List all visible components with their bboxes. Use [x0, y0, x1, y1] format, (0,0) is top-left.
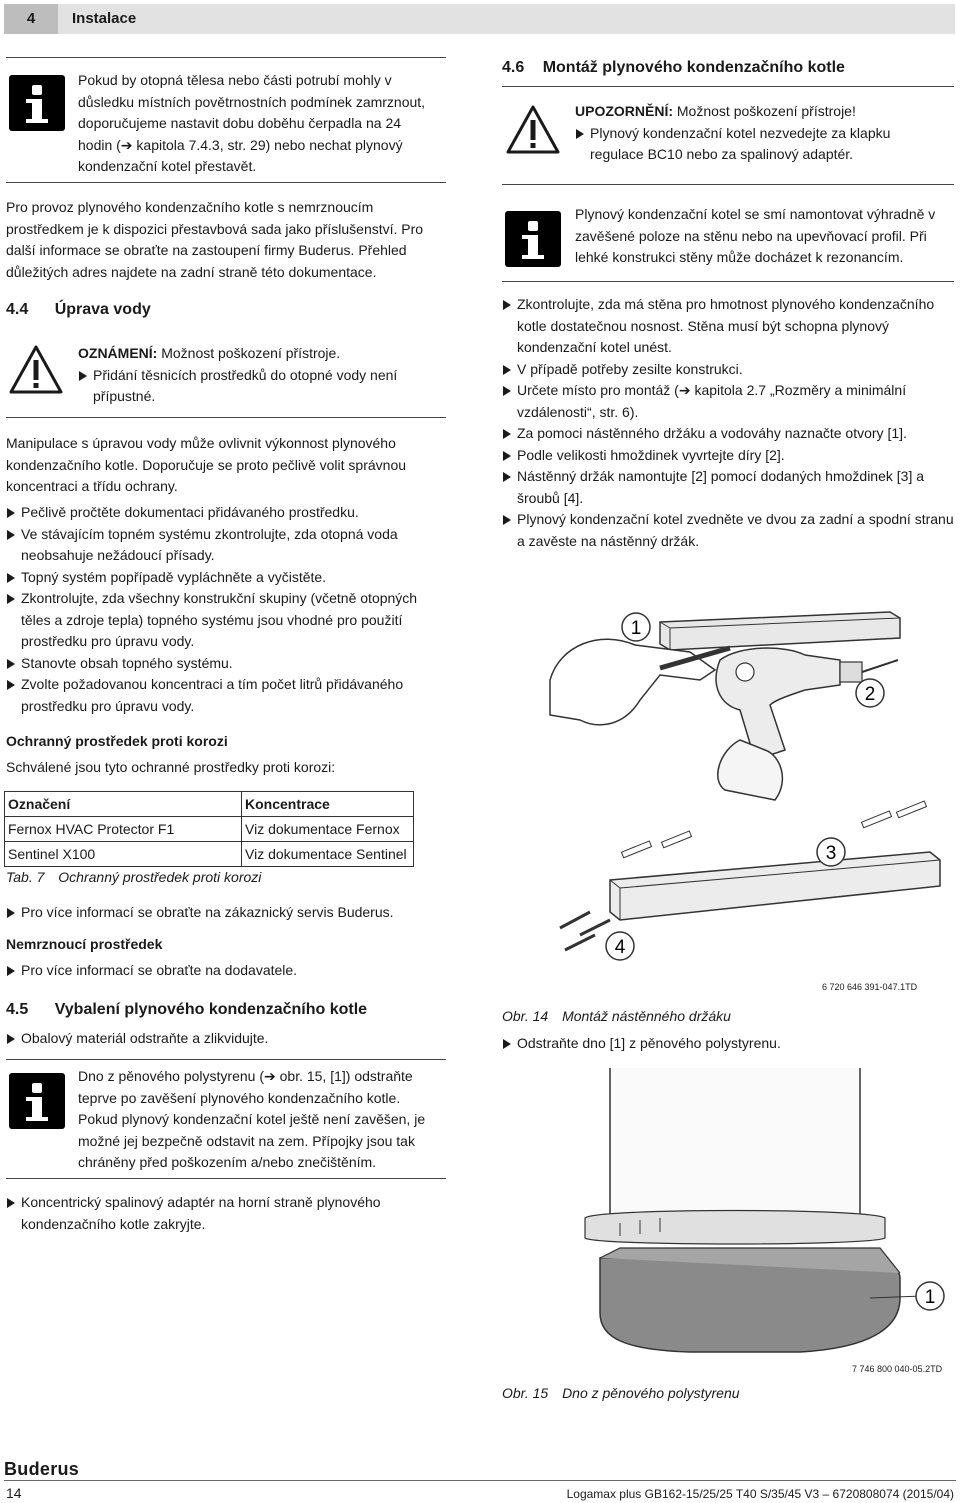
- section-number: 4.4: [6, 301, 29, 318]
- rule: [502, 281, 954, 282]
- mount-bullet-list: [502, 294, 954, 552]
- info-wall-note: Plynový kondenzační kotel se smí namontovat výhradně v zavěšené poloze na stěnu nebo na upevňovací profil. Při lehké konstrukci stěny může docházet k rezonancím.: [575, 206, 936, 265]
- section-4-5-heading: [6, 1000, 367, 1020]
- list-item: V případě potřeby zesilte konstrukci.: [502, 359, 954, 381]
- info-icon: [505, 211, 561, 267]
- list-item: Zkontrolujte, zda má stěna pro hmotnost plynového kondenzačního kotle dostatečnou nosnost. Stěna musí být schopna plynový kondenzační kotel unést.: [502, 294, 954, 359]
- supplier-bullet: [6, 960, 446, 982]
- packaging-bullet: [6, 1028, 446, 1050]
- notice-label: OZNÁMENÍ:: [78, 345, 158, 361]
- callout-label: 2: [864, 684, 876, 705]
- caption-label: Tab. 7: [6, 869, 45, 885]
- table-header-cell: Koncentrace: [242, 792, 414, 817]
- warning-text: Možnost poškození přístroje!: [673, 103, 856, 119]
- notice-block: [78, 343, 428, 408]
- wall-bracket-mounted: [610, 852, 940, 920]
- list-item: Zkontrolujte, zda všechny konstrukční skupiny (včetně otopných těles a zdroje tepla) topného systému jsou vhodné pro použití prostředku pro úpravu vody.: [6, 588, 446, 653]
- section-title: Úprava vody: [54, 301, 151, 318]
- warning-icon: [8, 344, 64, 396]
- table-cell: Viz dokumentace Sentinel: [242, 842, 414, 867]
- footer-rule: [4, 1480, 956, 1481]
- table-cell: Viz dokumentace Fernox: [242, 817, 414, 842]
- corrosion-table: [4, 791, 414, 867]
- list-item: Koncentrický spalinový adaptér na horní straně plynového kondenzačního kotle zakryjte.: [6, 1192, 426, 1235]
- rule: [6, 182, 446, 183]
- callout-3: [817, 838, 845, 866]
- adapter-bullet: [6, 1192, 426, 1235]
- water-bullet-list: [6, 502, 446, 717]
- table-cell: Fernox HVAC Protector F1: [5, 817, 242, 842]
- rule: [6, 417, 446, 418]
- list-item: Za pomoci nástěnného držáku a vodováhy naznačte otvory [1].: [502, 423, 954, 445]
- info-foam-note: Dno z pěnového polystyrenu (➔ obr. 15, [1]) odstraňte teprve po zavěšení plynového kondenzačního kotle. Pokud plynový kondenzační kotel ještě není zavěšen, je možné jej bezpečně odstavit na zem. Přípojky jsou tak chráněny před poškozením a/nebo znečištěním.: [78, 1068, 426, 1170]
- list-item: Určete místo pro montáž (➔ kapitola 2.7 „Rozměry a minimální vzdálenosti“, str. 6).: [502, 380, 954, 423]
- table-row: [5, 842, 414, 867]
- rule: [502, 184, 954, 185]
- wall-bracket-level: [660, 612, 900, 650]
- table-cell: Sentinel X100: [5, 842, 242, 867]
- boiler-body: [585, 1068, 885, 1244]
- warning-label: UPOZORNĚNÍ:: [575, 103, 673, 119]
- caption-text: Dno z pěnového polystyrenu: [562, 1385, 740, 1401]
- rule: [6, 57, 446, 58]
- table-header-row: [5, 792, 414, 817]
- figure-14-caption: [502, 1008, 731, 1024]
- list-item: Topný systém popřípadě vypláchněte a vyčistěte.: [6, 567, 446, 589]
- figure-15-illustration: [540, 1068, 954, 1368]
- warning-icon: [505, 104, 561, 156]
- rule: [6, 1178, 446, 1179]
- notice-text: Možnost poškození přístroje.: [157, 345, 341, 361]
- table-row: [5, 817, 414, 842]
- callout-4: [606, 932, 634, 960]
- antifreeze-paragraph: Pro provoz plynového kondenzačního kotle s nemrznoucím prostředkem je k dispozici přestavbová sada jako příslušenství. Pro další informace se obraťte na zastoupení firmy Buderus. Přehled důležitých adres najdete na zadní straně této dokumentace.: [6, 199, 424, 280]
- rule: [502, 86, 954, 87]
- section-title: Montáž plynového kondenzačního kotle: [542, 59, 845, 76]
- list-item: Pečlivě pročtěte dokumentaci přidávaného prostředku.: [6, 502, 446, 524]
- caption-label: Obr. 15: [502, 1385, 549, 1401]
- list-item: Stanovte obsah topného systému.: [6, 653, 446, 675]
- list-item: Odstraňte dno [1] z pěnového polystyrenu.: [502, 1033, 954, 1055]
- info-icon: [9, 75, 65, 131]
- caption-text: Montáž nástěnného držáku: [562, 1008, 731, 1024]
- warning-block: [575, 101, 945, 166]
- antifreeze-heading: Nemrznoucí prostředek: [6, 936, 163, 952]
- brand-logo: Buderus: [4, 1459, 80, 1479]
- table-header-cell: Označení: [5, 792, 242, 817]
- figure-14-illustration: [540, 590, 954, 990]
- list-item: Pro více informací se obraťte na dodavatele.: [6, 960, 446, 982]
- list-item: Plynový kondenzační kotel zvedněte ve dvou za zadní a spodní stranu a zavěste na nástěnný držák.: [502, 509, 954, 552]
- doc-reference: Logamax plus GB162-15/25/25 T40 S/35/45 V3 – 6720808074 (2015/04): [566, 1487, 954, 1501]
- chapter-title: Instalace: [72, 10, 137, 27]
- section-4-6-heading: [502, 58, 845, 78]
- figure-15-code: 7 746 800 040-05.2TD: [852, 1364, 943, 1374]
- list-item: Zvolte požadovanou koncentraci a tím počet litrů přidávaného prostředku pro úpravu vody.: [6, 674, 446, 717]
- callout-label: 3: [825, 843, 837, 864]
- dowels: [621, 801, 926, 858]
- list-item: Podle velikosti hmoždinek vyvrtejte díry [2].: [502, 445, 954, 467]
- chapter-number: 4: [4, 4, 58, 34]
- caption-text: Ochranný prostředek proti korozi: [58, 869, 262, 885]
- section-4-4-heading: [6, 300, 151, 320]
- drill: [716, 648, 898, 800]
- section-number: 4.5: [6, 1001, 29, 1018]
- page-header: [4, 4, 955, 34]
- callout-label: 4: [614, 937, 626, 958]
- page-number: 14: [6, 1485, 22, 1501]
- warning-bullet: Plynový kondenzační kotel nezvedejte za klapku regulace BC10 nebo za spalinový adaptér.: [575, 123, 945, 166]
- list-item: Nástěnný držák namontujte [2] pomocí dodaných hmoždinek [3] a šroubů [4].: [502, 466, 954, 509]
- corrosion-heading: Ochranný prostředek proti korozi: [6, 733, 228, 749]
- callout-label: 1: [630, 618, 642, 639]
- service-bullet: [6, 902, 446, 924]
- callout-2: [856, 679, 884, 707]
- foam-bullet: [502, 1033, 954, 1055]
- corrosion-intro: Schválené jsou tyto ochranné prostředky proti korozi:: [6, 759, 336, 775]
- info-frost-note: Pokud by otopná tělesa nebo části potrubí mohly v důsledku místních povětrnostních podmínek zamrznout, doporučujeme nastavit dobu doběhu čerpadla na 24 hodin (➔ kapitola 7.4.3, str. 29) nebo nechat plynový kondenzační kotel přestavět.: [78, 72, 426, 174]
- info-icon: [9, 1073, 65, 1129]
- list-item: Ve stávajícím topném systému zkontrolujte, zda otopná voda neobsahuje nežádoucí přísady.: [6, 524, 446, 567]
- section-number: 4.6: [502, 59, 525, 76]
- section-title: Vybalení plynového kondenzačního kotle: [54, 1001, 368, 1018]
- list-item: Pro více informací se obraťte na zákaznický servis Buderus.: [6, 902, 446, 924]
- rule: [6, 1059, 446, 1060]
- caption-label: Obr. 14: [502, 1008, 549, 1024]
- water-paragraph: Manipulace s úpravou vody může ovlivnit výkonnost plynového kondenzačního kotle. Doporučuje se proto pečlivě volit správnou koncentraci a třídu ochrany.: [6, 435, 407, 494]
- callout-1: [622, 613, 650, 641]
- callout-label: 1: [924, 1287, 936, 1308]
- foam-base: [600, 1248, 900, 1352]
- list-item: Obalový materiál odstraňte a zlikvidujte.: [6, 1028, 446, 1050]
- table-caption: [6, 869, 261, 885]
- screws: [560, 912, 610, 950]
- notice-bullet: Přidání těsnicích prostředků do otopné vody není přípustné.: [78, 365, 428, 408]
- figure-15-caption: [502, 1385, 740, 1401]
- callout-1: [916, 1282, 944, 1310]
- figure-14-code: 6 720 646 391-047.1TD: [822, 982, 918, 992]
- hand-pencil: [550, 639, 730, 725]
